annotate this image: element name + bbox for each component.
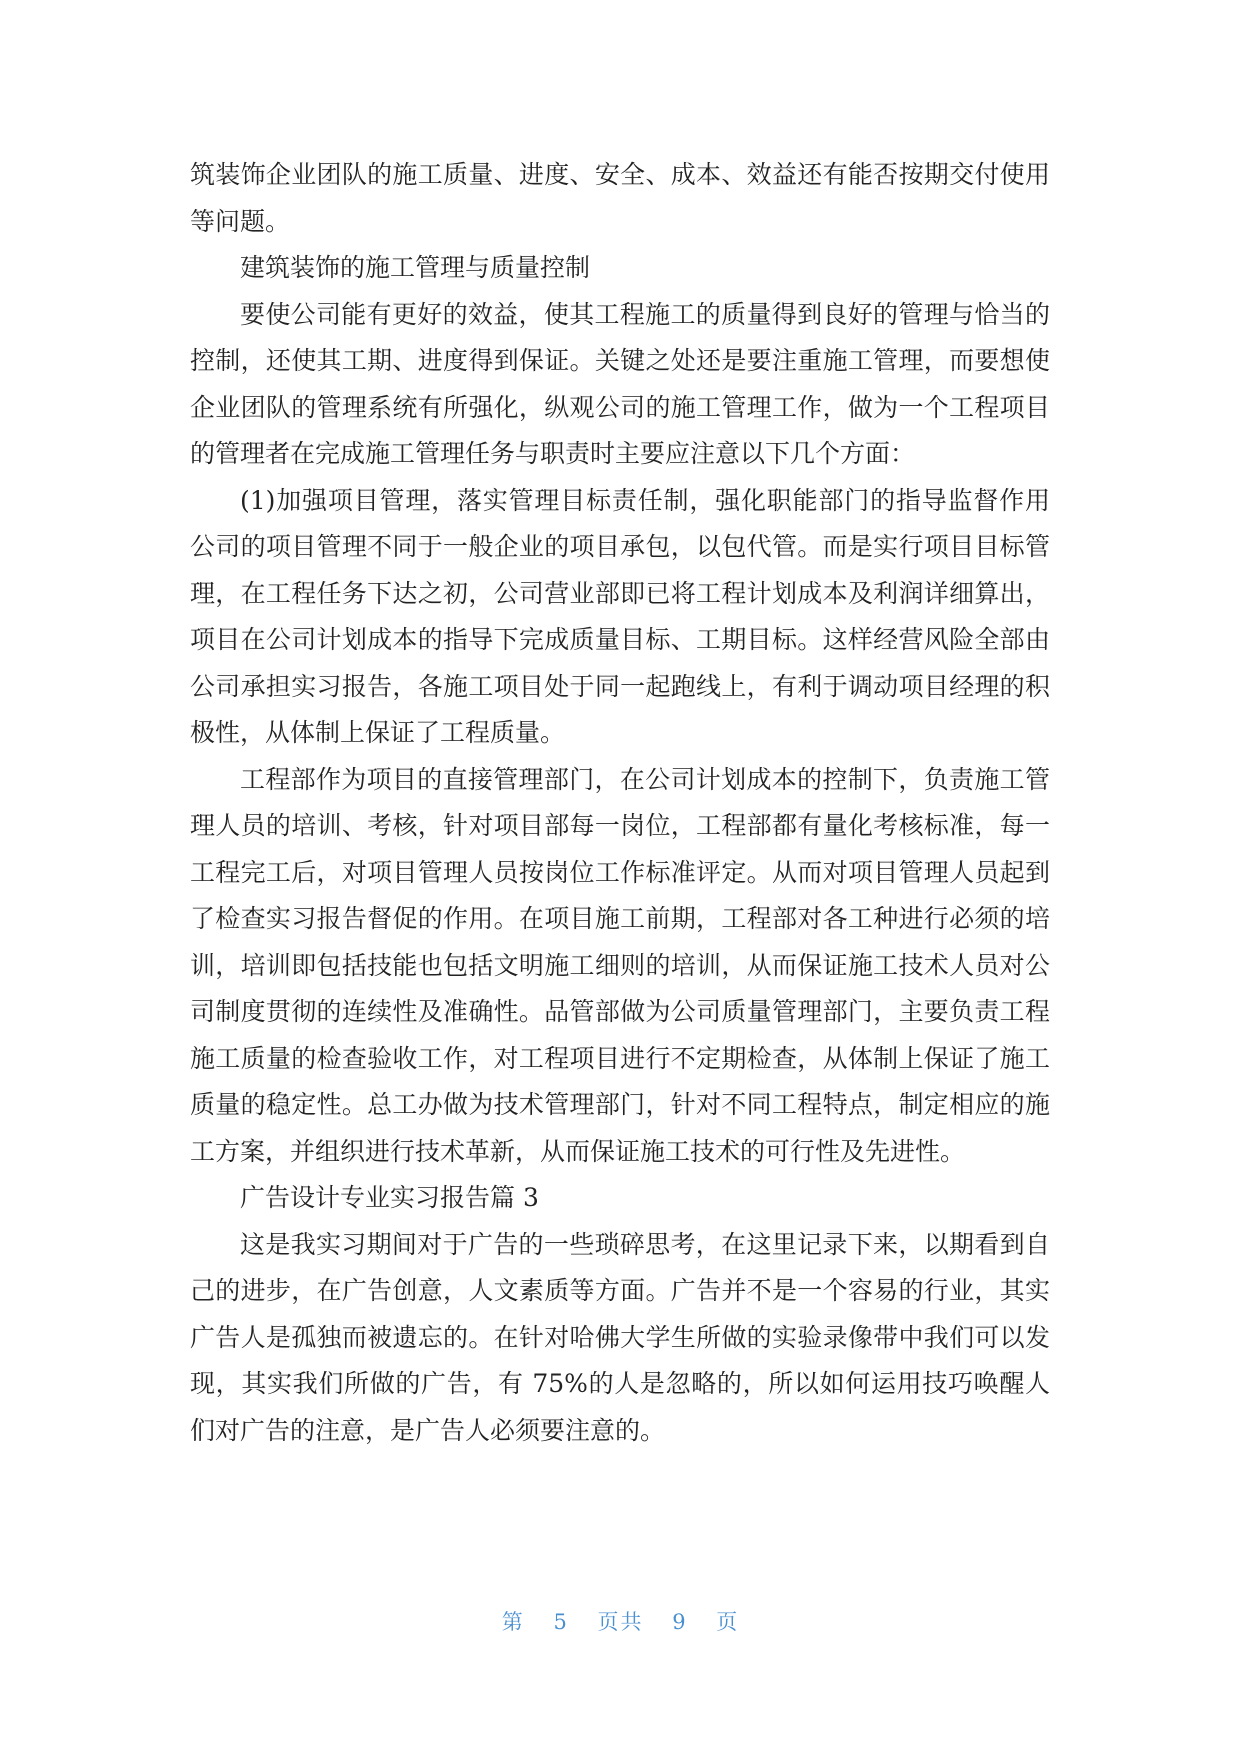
paragraph: (1)加强项目管理，落实管理目标责任制，强化职能部门的指导监督作用公司的项目管理不同于一般企业的项目承包，以包代管。而是实行项目目标管理，在工程任务下达之初，公司营业部即已将工程计划成本及利润详细算出，项目在公司计划成本的指导下完成质量目标、工期目标。这样经营风险全部由公司承担实习报告，各施工项目处于同一起跑线上，有利于调动项目经理的积极性，从体制上保证了工程质量。 bbox=[190, 485, 1050, 747]
paragraph: 工程部作为项目的直接管理部门，在公司计划成本的控制下，负责施工管理人员的培训、考核，针对项目部每一岗位，工程部都有量化考核标准，每一工程完工后，对项目管理人员按岗位工作标准评定。从而对项目管理人员起到了检查实习报告督促的作用。在项目施工前期，工程部对各工种进行必须的培训，培训即包括技能也包括文明施工细则的培训，从而保证施工技术人员对公司制度贯彻的连续性及准确性。品管部做为公司质量管理部门，主要负责工程施工质量的检查验收工作，对工程项目进行不定期检查，从体制上保证了施工质量的稳定性。总工办做为技术管理部门，针对不同工程特点，制定相应的施工方案，并组织进行技术革新，从而保证施工技术的可行性及先进性。 bbox=[190, 764, 1050, 1166]
page-footer bbox=[0, 1606, 1241, 1636]
current-page-number: 5 bbox=[553, 1610, 569, 1634]
paragraph: 这是我实习期间对于广告的一些琐碎思考，在这里记录下来，以期看到自己的进步，在广告创意，人文素质等方面。广告并不是一个容易的行业，其实广告人是孤独而被遗忘的。在针对哈佛大学生所做的实验录像带中我们可以发现，其实我们所做的广告，有 75%的人是忽略的，所以如何运用技巧唤醒人们对广告的注意，是广告人必须要注意的。 bbox=[190, 1229, 1050, 1445]
document-body bbox=[190, 152, 1050, 1454]
paragraph: 要使公司能有更好的效益，使其工程施工的质量得到良好的管理与恰当的控制，还使其工期、进度得到保证。关键之处还是要注重施工管理，而要想使企业团队的管理系统有所强化，纵观公司的施工管理工作，做为一个工程项目的管理者在完成施工管理任务与职责时主要应注意以下几个方面： bbox=[190, 299, 1050, 468]
section-heading: 建筑装饰的施工管理与质量控制 bbox=[240, 253, 591, 282]
footer-middle: 页共 bbox=[597, 1610, 644, 1634]
section-heading: 广告设计专业实习报告篇 3 bbox=[240, 1183, 539, 1212]
total-page-count: 9 bbox=[672, 1610, 688, 1634]
footer-suffix: 页 bbox=[716, 1610, 740, 1634]
paragraph-continuation: 筑装饰企业团队的施工质量、进度、安全、成本、效益还有能否按期交付使用等问题。 bbox=[190, 160, 1050, 236]
footer-prefix: 第 bbox=[501, 1610, 525, 1634]
